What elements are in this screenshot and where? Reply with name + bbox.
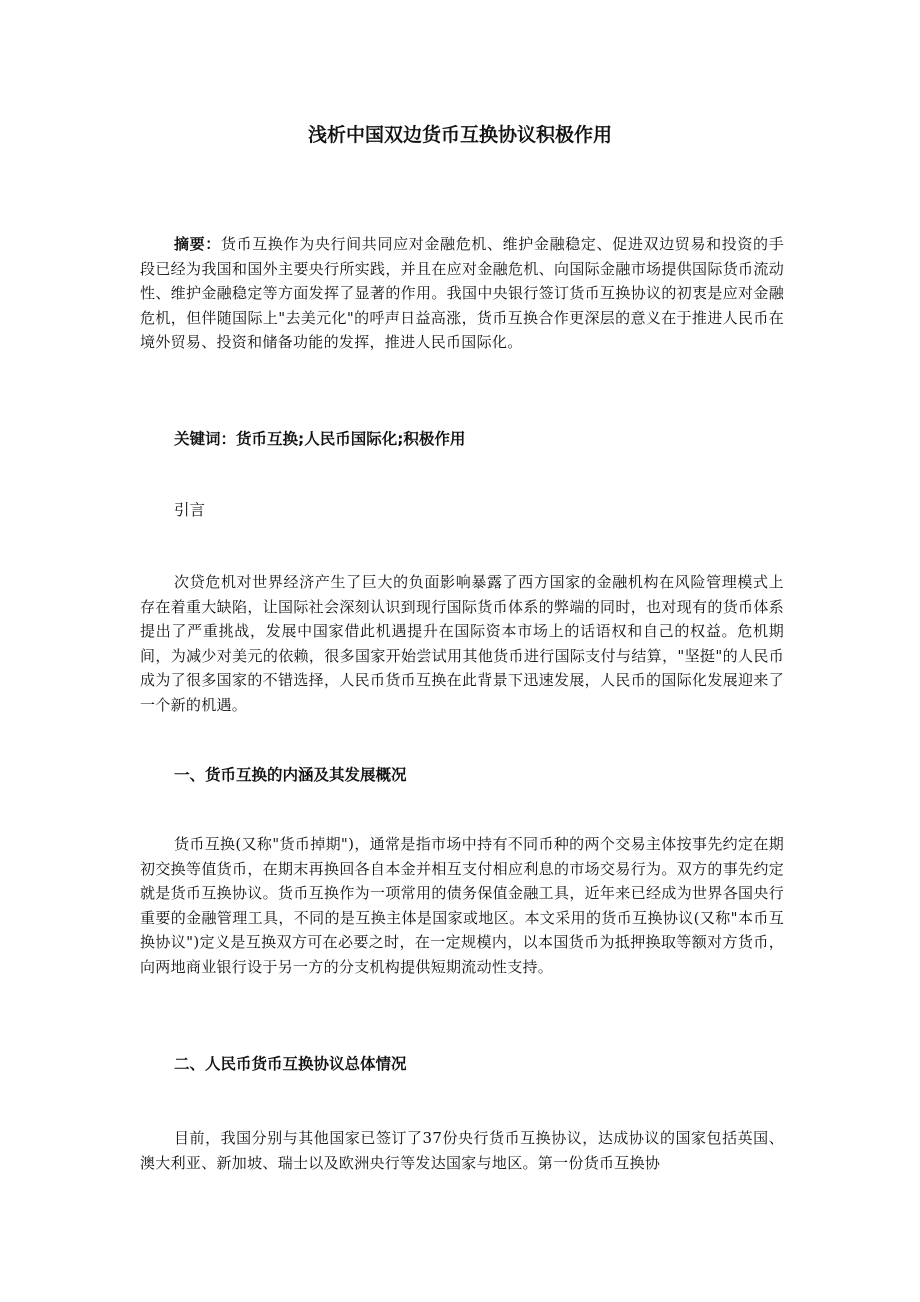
keywords-line: 关键词：货币互换;人民币国际化;积极作用	[174, 430, 466, 448]
abstract-paragraph	[140, 232, 784, 355]
document-title: 浅析中国双边货币互换协议积极作用	[307, 124, 612, 146]
abstract-text: 货币互换作为央行间共同应对金融危机、维护金融稳定、促进双边贸易和投资的手段已经为我国和国外主要央行所实践，并且在应对金融危机、向国际金融市场提供国际货币流动性、维护金融稳定等方面发挥了显著的作用。我国中央银行签订货币互换协议的初衷是应对金融危机，但伴随国际上"去美元化"的呼声日益高涨，货币互换合作更深层的意义在于推进人民币在境外贸易、投资和储备功能的发挥，推进人民币国际化。	[140, 235, 784, 351]
intro-heading: 引言	[174, 501, 206, 519]
section1-paragraph: 货币互换(又称"货币掉期")，通常是指市场中持有不同币种的两个交易主体按事先约定在期初交换等值货币，在期末再换回各自本金并相互支付相应利息的市场交易行为。双方的事先约定就是货币互换协议。货币互换作为一项常用的债务保值金融工具，近年来已经成为世界各国央行重要的金融管理工具，不同的是互换主体是国家或地区。本文采用的货币互换协议(又称"本币互换协议")定义是互换双方可在必要之时，在一定规模内，以本国货币为抵押换取等额对方货币，向两地商业银行设于另一方的分支机构提供短期流动性支持。	[140, 835, 784, 976]
abstract-label: 摘要：	[174, 235, 221, 253]
section2-paragraph: 目前，我国分别与其他国家已签订了37份央行货币互换协议，达成协议的国家包括英国、澳大利亚、新加坡、瑞士以及欧洲央行等发达国家与地区。第一份货币互换协	[140, 1129, 784, 1172]
section2-heading: 二、人民币货币互换协议总体情况	[174, 1055, 407, 1073]
section1-heading: 一、货币互换的内涵及其发展概况	[174, 766, 407, 784]
intro-paragraph: 次贷危机对世界经济产生了巨大的负面影响暴露了西方国家的金融机构在风险管理模式上存在着重大缺陷，让国际社会深刻认识到现行国际货币体系的弊端的同时，也对现有的货币体系提出了严重挑战，发展中国家借此机遇提升在国际资本市场上的话语权和自己的权益。危机期间，为减少对美元的依赖，很多国家开始尝试用其他货币进行国际支付与结算，"坚挺"的人民币成为了很多国家的不错选择，人民币货币互换在此背景下迅速发展，人民币的国际化发展迎来了一个新的机遇。	[140, 573, 784, 714]
